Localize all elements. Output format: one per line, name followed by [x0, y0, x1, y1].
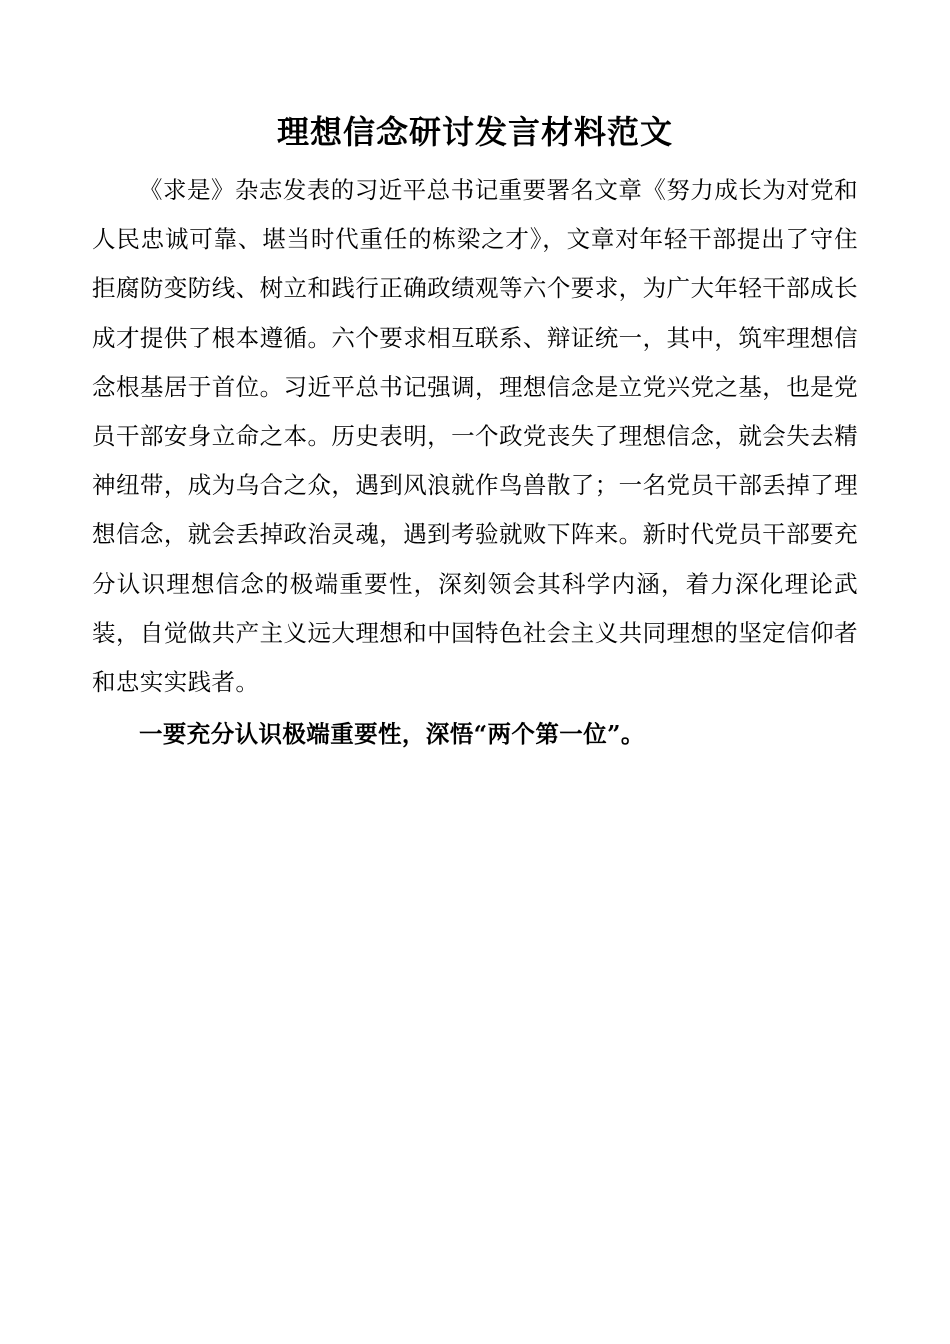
intro-paragraph: 《求是》杂志发表的习近平总书记重要署名文章《努力成长为对党和人民忠诚可靠、堪当时代重任的栋梁之才》，文章对年轻干部提出了守住拒腐防变防线、树立和践行正确政绩观等六个要求，为广大年轻干部成长成才提供了根本遵循。六个要求相互联系、辩证统一，其中，筑牢理想信念根基居于首位。习近平总书记强调，理想信念是立党兴党之基，也是党员干部安身立命之本。历史表明，一个政党丧失了理想信念，就会失去精神纽带，成为乌合之众，遇到风浪就作鸟兽散了；一名党员干部丢掉了理想信念，就会丢掉政治灵魂，遇到考验就败下阵来。新时代党员干部要充分认识理想信念的极端重要性，深刻领会其科学内涵，着力深化理论武装，自觉做共产主义远大理想和中国特色社会主义共同理想的坚定信仰者和忠实实践者。: [92, 176, 858, 697]
document-title: 理想信念研讨发言材料范文: [276, 113, 673, 151]
section-heading: 一要充分认识极端重要性，深悟“两个第一位”。: [139, 720, 645, 748]
